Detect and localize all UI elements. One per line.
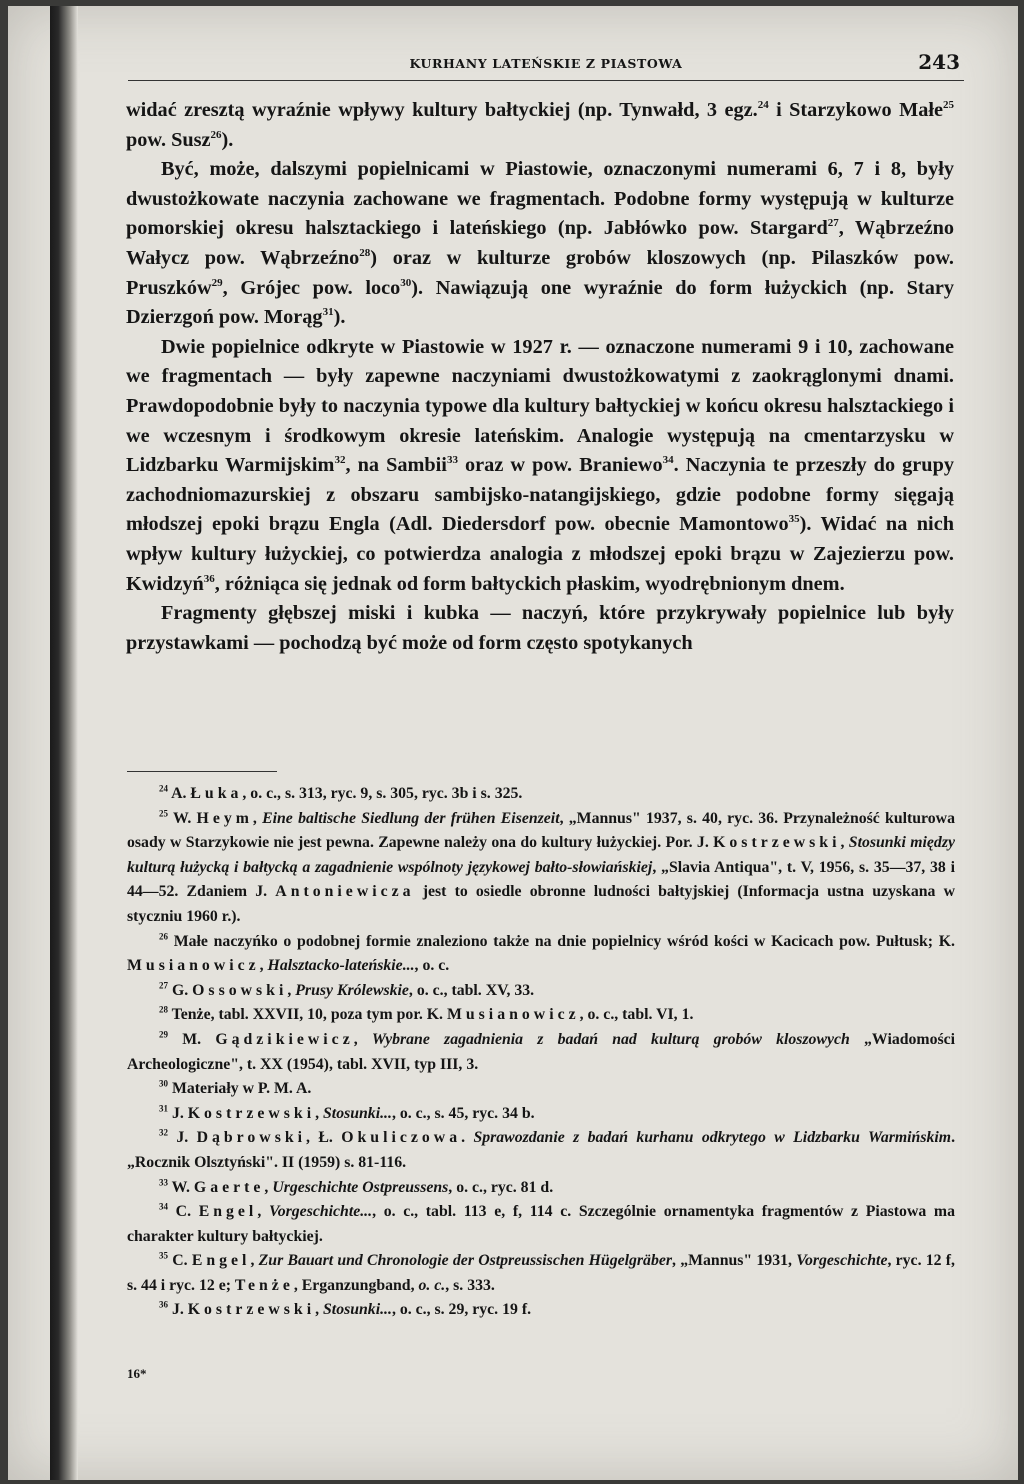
text-run: , [252, 809, 263, 827]
text-run: , o. c., tabl. 113 e, f, 114 c. Szczególnie ornamentyka fragmentów z Piastowa ma charakter kultury bałtyckiej. [127, 1203, 955, 1245]
text-run: , „Mannus" 1937, s. 40, ryc. 36. Przynależność kulturowa osady w Starzykowie nie jest pewna. Zapewne należy ona do kultury łużyckiej. Por. J. [127, 809, 955, 852]
text-run: , [257, 1203, 269, 1221]
footnote-number: 26 [159, 931, 168, 942]
text-run: , o. c., tabl. VI, 1. [579, 1006, 694, 1024]
text-run: . Naczynia te przeszły do grupy zachodniomazurskiej z obszaru sambijsko-natangijskiego, gdzie podobne formy sięgają młodszej epoki brązu Engla (Adl. Diedersdorf pow. obecnie Mamontowo [126, 454, 955, 536]
footnote-number: 34 [159, 1201, 168, 1212]
text-run: J. [171, 1301, 188, 1319]
page-number: 243 [918, 50, 960, 74]
text-run: widać zresztą wyraźnie wpływy kultury bałtyckiej (np. Tynwałd, 3 egz. [126, 99, 758, 121]
footnote-33 [127, 1176, 955, 1201]
author-name: Gądzikiewicz [215, 1030, 354, 1048]
text-run: , o. c., s. 29, ryc. 19 f. [391, 1301, 532, 1319]
author-name: Musianowicz [127, 957, 260, 975]
text-run: , [250, 1252, 259, 1270]
footnote-number: 32 [159, 1128, 168, 1139]
author-name: Heym [196, 809, 253, 827]
text-run: W. [172, 809, 197, 827]
paragraph-3 [126, 333, 954, 599]
paragraph-4: Fragmenty głębszej miski i kubka — naczyń, które przykrywały popielnice lub były przystawkami — pochodzą być może od form często spotykanych [126, 602, 954, 654]
author-name: Kostrzewski [713, 834, 841, 852]
work-title: Stosunki między kulturą łużycką i bałtycką a zagadnienie wspólnoty językowej bałto-słowiańskiej [127, 834, 955, 876]
footnote-29 [127, 1028, 955, 1077]
text-run: C. [172, 1252, 192, 1270]
text-run: Małe naczyńko o podobnej formie znaleziono także na dnie popielnicy wśród kości w Kacicach pow. Pułtusk; K. [173, 932, 955, 950]
text-run: ). [221, 128, 234, 151]
author-name: Antoniewicza [275, 883, 415, 901]
printer-signature-mark: 16* [127, 1366, 147, 1381]
footnote-ref: 26 [210, 128, 222, 141]
text-run: , Erganzungband, [293, 1276, 419, 1294]
text-run: oraz w pow. Braniewo [457, 454, 663, 477]
text-run: , Wąbrzeźno Wałycz pow. Wąbrzeźno [126, 217, 955, 269]
text-run: , o. c., ryc. 81 d. [448, 1178, 554, 1196]
footnote-number: 30 [159, 1078, 168, 1089]
text-run: , [353, 1030, 372, 1048]
book-gutter-shadow [50, 6, 78, 1480]
footnote-ref: 33 [446, 454, 458, 467]
footnote-30 [127, 1077, 955, 1102]
text-run: i Starzykowo Małe [768, 99, 943, 121]
footnote-ref: 29 [211, 276, 223, 289]
footnote-number: 27 [159, 980, 168, 991]
work-title: Vorgeschichte... [268, 1203, 373, 1221]
text-run: M. [182, 1030, 216, 1048]
text-run: , o. c. [414, 957, 450, 975]
text-run: , [315, 1104, 324, 1122]
footnote-number: 36 [159, 1300, 168, 1311]
footnote-number: 28 [159, 1005, 168, 1016]
author-name: Dąbrowski [196, 1129, 307, 1147]
text-run: A. [171, 785, 191, 802]
author-name: Musianowicz [446, 1006, 580, 1024]
work-title: Urgeschichte Ostpreussens [272, 1178, 449, 1196]
text-run: Materiały w P. M. A. [171, 1080, 312, 1098]
text-run: G. [171, 981, 193, 999]
footnote-28 [127, 1003, 955, 1028]
text-run: , [259, 957, 268, 975]
footnote-ref: 27 [827, 217, 839, 230]
footnote-number: 24 [159, 783, 168, 794]
text-run: , o. c., s. 45, ryc. 34 b. [391, 1104, 535, 1122]
text-run: pow. Susz [126, 128, 211, 151]
text-run: Być, może, dalszymi popielnicami w Piastowie, oznaczonymi numerami 6, 7 i 8, były dwustożkowate naczynia zachowane we fragmentach. Podobne formy występują w kulturze pomorskiej okresu halsztackiego i lateńskiego (np. Jabłówko pow. Stargard [126, 158, 954, 240]
paragraph-1 [126, 96, 954, 155]
footnote-ref: 28 [359, 247, 371, 260]
text-run: , s. 333. [445, 1276, 495, 1294]
text-run: , Grójec pow. loco [222, 276, 401, 299]
text-run: ) oraz w kulturze grobów kloszowych (np. Pilaszków pow. Pruszków [126, 246, 954, 299]
text-run: Dwie popielnice odkryte w Piastowie w 1927 r. — oznaczone numerami 9 i 10, zachowane we fragmentach — były zapewne naczyniami dwustożkowatymi z zaokrąglonymi dnami. Prawdopodobnie były to naczynia typowe dla kultury bałtyckiej w końcu okresu halsztackiego i we wczesnym i środkowym okresie lateńskim. Analogie występują na cmentarzysku w Lidzbarku Warmijskim [126, 335, 954, 477]
running-title: KURHANY LATEŃSKIE Z PIASTOWA [409, 56, 683, 71]
work-title: o. c. [418, 1276, 446, 1294]
work-title: Wybrane zagadnienia z badań nad kulturą grobów kloszowych [371, 1030, 850, 1048]
author-name: Łuka [190, 785, 243, 802]
text-run: ). Widać na nich wpływ kultury łużyckiej, co potwierdza analogia z młodszej epoki brązu w Zajezierzu pow. Kwidzyń [126, 513, 954, 595]
text-run: J. [171, 1104, 188, 1122]
text-run: , „Mannus" 1931, [672, 1252, 797, 1270]
text-run: , [287, 981, 296, 999]
footnote-31 [127, 1102, 955, 1127]
footnote-ref: 32 [334, 454, 346, 467]
footnote-separator [127, 771, 277, 772]
text-run: . [461, 1129, 474, 1147]
text-run: , o. c., s. 313, ryc. 9, s. 305, ryc. 3b i s. 325. [242, 785, 523, 802]
text-run: , różniąca się jednak od form bałtyckich płaskim, wyodrębnionym dnem. [214, 572, 845, 595]
text-run: , Ł. [306, 1129, 342, 1147]
footnote-35 [127, 1249, 955, 1298]
work-title: Stosunki... [323, 1301, 392, 1319]
text-run: , na Sambii [345, 454, 447, 477]
author-name: Ossowski [192, 981, 288, 999]
author-name: Engel [198, 1203, 258, 1221]
text-run: Tenże, tabl. XXVII, 10, poza tym por. K. [171, 1006, 447, 1024]
footnote-32 [127, 1126, 955, 1175]
footnotes [127, 782, 955, 1323]
text-run: jest to osiedle obronne ludności bałtyjskiej (Informacja ustna uzyskana w styczniu 1960 r.). [127, 883, 955, 925]
work-title: Stosunki... [323, 1104, 392, 1122]
text-run: , ryc. 12 f, s. 44 i ryc. 12 e; [127, 1252, 955, 1294]
footnote-24 [127, 782, 955, 807]
author-name: Kostrzewski [187, 1301, 316, 1319]
text-run: , [264, 1178, 273, 1196]
text-run: ). Nawiązują one wyraźnie do form łużyckich (np. Stary Dzierzgoń pow. Morąg [126, 276, 954, 329]
text-run: ). [333, 306, 346, 329]
footnote-ref: 36 [203, 572, 215, 585]
footnote-number: 31 [159, 1103, 168, 1114]
footnote-number: 29 [159, 1029, 168, 1040]
author-name: Engel [191, 1252, 251, 1270]
text-run: W. [171, 1178, 194, 1196]
footnote-ref: 25 [942, 99, 954, 112]
text-run: C. [175, 1203, 199, 1221]
text-run: , o. c., tabl. XV, 33. [408, 981, 535, 999]
work-title: Halsztacko-lateńskie... [267, 957, 415, 975]
main-text [126, 96, 954, 658]
text-run: „Wiadomości Archeologiczne", t. XX (1954), tabl. XVII, typ III, 3. [127, 1030, 956, 1073]
work-title: Sprawozdanie z badań kurhanu odkrytego w Lidzbarku Warmińskim [473, 1129, 952, 1147]
footnote-ref: 30 [400, 276, 412, 289]
work-title: Zur Bauart und Chronologie der Ostpreussischen Hügelgräber [258, 1252, 673, 1270]
author-name: Gaerte [193, 1178, 265, 1196]
work-title: Prusy Królewskie [295, 981, 409, 999]
author-name: Kostrzewski [187, 1104, 316, 1122]
footnote-27 [127, 979, 955, 1004]
page-header [128, 52, 964, 81]
footnote-number: 35 [159, 1251, 168, 1262]
paragraph-2 [126, 155, 954, 333]
footnote-25 [127, 807, 955, 930]
text-run: , [840, 834, 849, 852]
work-title: Eine baltische Siedlung der frühen Eisenzeit [262, 809, 560, 827]
footnote-ref: 31 [322, 306, 334, 319]
footnote-number: 33 [159, 1177, 168, 1188]
footnote-34 [127, 1200, 955, 1249]
work-title: Vorgeschichte [796, 1252, 888, 1270]
footnote-26 [127, 930, 955, 979]
text-run: , „Slavia Antiqua", t. V, 1956, s. 35—37, 38 i 44—52. Zdaniem J. [127, 858, 955, 901]
text-run: , [315, 1301, 324, 1319]
author-name: Okuliczowa [341, 1129, 462, 1147]
author-name: Tenże [234, 1276, 294, 1294]
footnote-ref: 34 [662, 454, 674, 467]
footnote-number: 25 [159, 808, 168, 819]
text-run: . „Rocznik Olsztyński". II (1959) s. 81-116. [127, 1129, 956, 1171]
footnote-ref: 24 [757, 99, 769, 112]
text-run: J. [176, 1129, 197, 1147]
footnote-36 [127, 1298, 955, 1323]
footnote-ref: 35 [788, 513, 800, 526]
